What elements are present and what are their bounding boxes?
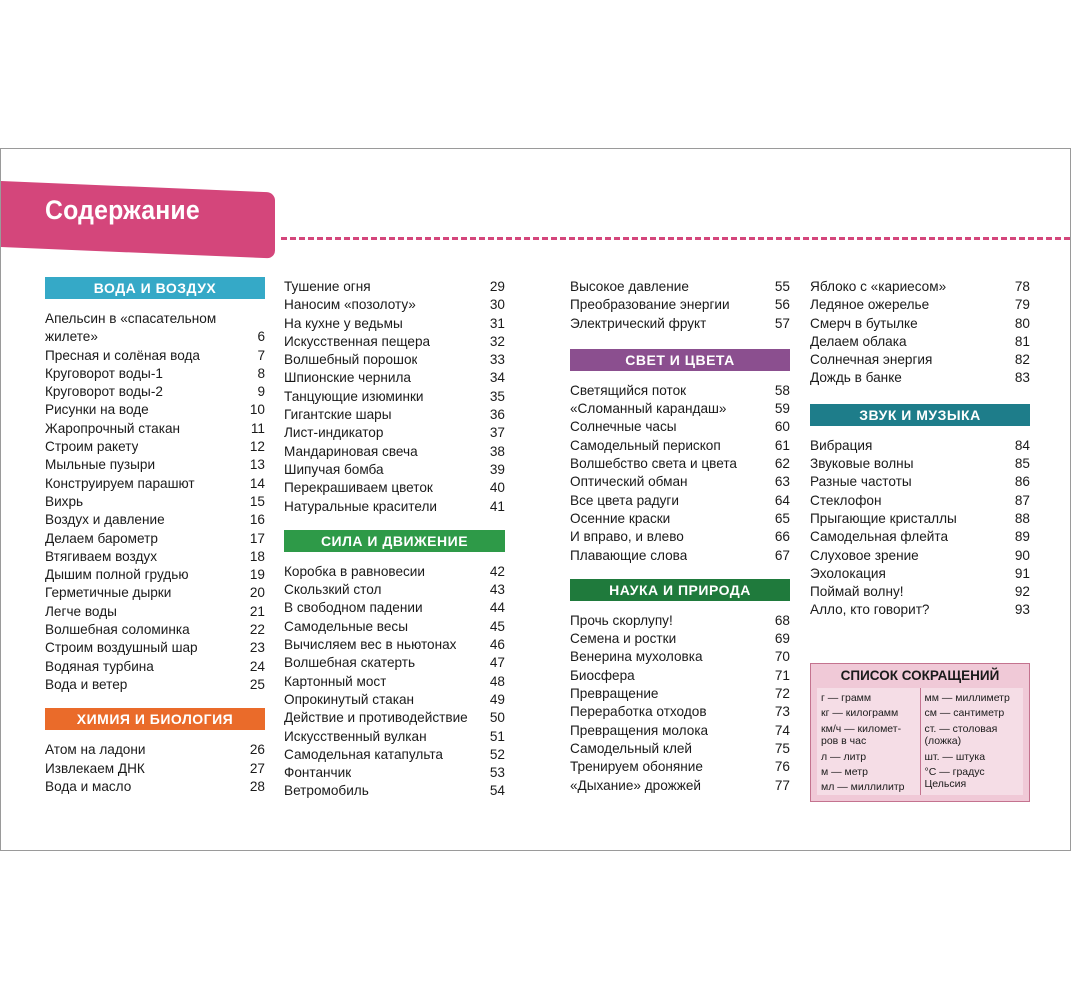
toc-entry-title: Прочь скорлупу! bbox=[570, 612, 673, 628]
toc-entry-title: Конструируем парашют bbox=[45, 475, 195, 491]
toc-entry-page: 87 bbox=[1014, 492, 1030, 508]
toc-entry-title: Лист-индикатор bbox=[284, 425, 384, 441]
toc-entry bbox=[570, 547, 790, 565]
toc-entry bbox=[45, 365, 265, 383]
toc-entry bbox=[810, 601, 1030, 619]
toc-entry-page: 81 bbox=[1014, 333, 1030, 349]
toc-entry-title: Наносим «позолоту» bbox=[284, 297, 416, 313]
toc-entry bbox=[284, 498, 505, 516]
toc-entry bbox=[570, 278, 790, 296]
toc-entry-page: 14 bbox=[249, 475, 265, 491]
toc-entry-title: Танцующие изюминки bbox=[284, 388, 424, 404]
toc-entry bbox=[284, 673, 505, 691]
toc-entry-page: 40 bbox=[489, 480, 505, 496]
toc-entry-title: Яблоко с «кариесом» bbox=[810, 279, 947, 294]
toc-entry-page: 61 bbox=[774, 437, 790, 453]
toc-entry-page: 46 bbox=[489, 637, 505, 653]
toc-entry-title: Круговорот воды-2 bbox=[45, 384, 163, 400]
toc-entry-page: 20 bbox=[249, 585, 265, 601]
toc-entry-title: Строим ракету bbox=[45, 439, 139, 455]
toc-entry-title: Алло, кто говорит? bbox=[810, 602, 930, 618]
toc-entry-title: Легче воды bbox=[45, 603, 117, 619]
toc-entry-title: Высокое давление bbox=[570, 279, 689, 294]
toc-entry bbox=[45, 566, 265, 584]
abbreviation-item: см — сантиметр bbox=[924, 707, 1005, 720]
toc-entry-page: 71 bbox=[774, 667, 790, 683]
toc-entry-title: Самодельная флейта bbox=[810, 529, 949, 545]
toc-entry-title: Прыгающие кристаллы bbox=[810, 510, 957, 526]
toc-entry-title: Превращения молока bbox=[570, 722, 709, 738]
toc-entry bbox=[810, 437, 1030, 455]
toc-entry-title: Жаропрочный стакан bbox=[45, 420, 181, 436]
toc-entry bbox=[284, 315, 505, 333]
toc-entry bbox=[284, 479, 505, 497]
toc-entry bbox=[45, 658, 265, 676]
abbreviations-title: СПИСОК СОКРАЩЕНИЙ bbox=[840, 668, 1000, 683]
toc-entry-page: 9 bbox=[257, 384, 265, 400]
toc-entry-page: 84 bbox=[1014, 437, 1030, 453]
toc-entry-title: Искусственный вулкан bbox=[284, 728, 427, 744]
abbreviations-right-column bbox=[921, 688, 1024, 795]
toc-entry bbox=[570, 400, 790, 418]
toc-entry-title: Извлекаем ДНК bbox=[45, 760, 145, 776]
toc-entry-page: 69 bbox=[774, 631, 790, 647]
toc-entry bbox=[810, 583, 1030, 601]
toc-entry-page: 39 bbox=[489, 461, 505, 477]
toc-entry-page: 13 bbox=[249, 457, 265, 473]
toc-entry bbox=[45, 475, 265, 493]
toc-entry-title: Гигантские шары bbox=[284, 407, 392, 423]
toc-entry-title: Апельсин в «спасательном жилете» bbox=[45, 311, 217, 345]
toc-entry-page: 52 bbox=[489, 746, 505, 762]
toc-entry-page: 62 bbox=[774, 456, 790, 472]
toc-entry-title: Рисунки на воде bbox=[45, 402, 149, 418]
toc-entry bbox=[570, 722, 790, 740]
toc-entry bbox=[570, 740, 790, 758]
toc-entry-title: Преобразование энергии bbox=[570, 297, 730, 313]
toc-entry-page: 8 bbox=[257, 365, 265, 381]
toc-entry-page: 78 bbox=[1014, 279, 1030, 294]
toc-entry-page: 57 bbox=[774, 315, 790, 331]
toc-entry-page: 29 bbox=[489, 279, 505, 294]
toc-entry-page: 22 bbox=[249, 622, 265, 638]
toc-entry-title: Атом на ладони bbox=[45, 742, 146, 758]
toc-entry bbox=[810, 278, 1030, 296]
abbreviation-item: г — грамм bbox=[821, 692, 872, 704]
toc-entry bbox=[810, 492, 1030, 510]
abbreviation-item: мм — миллиметр bbox=[924, 692, 1010, 704]
toc-entry-title: В свободном падении bbox=[284, 600, 423, 616]
toc-entry-title: Смерч в бутылке bbox=[810, 315, 918, 331]
toc-entry bbox=[570, 492, 790, 510]
toc-entry-title: Семена и ростки bbox=[570, 631, 677, 647]
toc-entry-title: Волшебная скатерть bbox=[284, 655, 416, 671]
abbreviations-left-column bbox=[817, 688, 921, 795]
toc-entry bbox=[570, 777, 790, 795]
abbreviations-box bbox=[810, 663, 1030, 802]
toc-entry-title: Втягиваем воздух bbox=[45, 548, 158, 564]
toc-entry bbox=[570, 630, 790, 648]
toc-entry-page: 58 bbox=[774, 382, 790, 398]
toc-entry-page: 6 bbox=[257, 329, 265, 345]
toc-entry-title: Биосфера bbox=[570, 667, 635, 683]
toc-entry bbox=[45, 639, 265, 657]
toc-entry-page: 59 bbox=[774, 401, 790, 417]
toc-entry bbox=[284, 691, 505, 709]
toc-entry bbox=[570, 667, 790, 685]
toc-entry bbox=[45, 621, 265, 639]
toc-entry-title: Вибрация bbox=[810, 437, 873, 453]
toc-entry bbox=[45, 760, 265, 778]
toc-entry-title: Венерина мухоловка bbox=[570, 649, 703, 665]
toc-entry-title: Шипучая бомба bbox=[284, 461, 384, 477]
toc-entry-title: Электрический фрукт bbox=[570, 315, 707, 331]
toc-entry-title: Солнечная энергия bbox=[810, 352, 933, 368]
toc-entry bbox=[570, 296, 790, 314]
toc-entry bbox=[45, 603, 265, 621]
toc-entry-page: 18 bbox=[249, 548, 265, 564]
toc-entry-title: Эхолокация bbox=[810, 565, 886, 581]
toc-entry-page: 26 bbox=[249, 742, 265, 758]
toc-entry bbox=[284, 424, 505, 442]
toc-entry bbox=[284, 746, 505, 764]
toc-entry-title: Искусственная пещера bbox=[284, 333, 431, 349]
toc-entry bbox=[284, 369, 505, 387]
toc-entry bbox=[284, 728, 505, 746]
section-header: СВЕТ И ЦВЕТА bbox=[570, 349, 790, 371]
toc-entry-page: 15 bbox=[249, 493, 265, 509]
toc-entry bbox=[45, 584, 265, 602]
toc-entry-page: 70 bbox=[774, 649, 790, 665]
toc-entry-title: Дождь в банке bbox=[810, 370, 902, 386]
toc-entry-page: 63 bbox=[774, 474, 790, 490]
toc-entry-title: Светящийся поток bbox=[570, 382, 687, 398]
toc-entry-page: 76 bbox=[774, 759, 790, 775]
section-light bbox=[570, 349, 790, 565]
toc-entry-page: 12 bbox=[249, 439, 265, 455]
toc-entry-page: 93 bbox=[1014, 602, 1030, 618]
toc-entry bbox=[284, 636, 505, 654]
toc-entry-title: «Дыхание» дрожжей bbox=[570, 777, 701, 793]
toc-entry-page: 68 bbox=[774, 612, 790, 628]
toc-entry bbox=[284, 563, 505, 581]
toc-entry bbox=[45, 493, 265, 511]
toc-entry-page: 19 bbox=[249, 567, 265, 583]
toc-entry-title: Разные частоты bbox=[810, 474, 912, 490]
toc-entry-title: Коробка в равновесии bbox=[284, 563, 425, 579]
toc-entry-page: 16 bbox=[249, 512, 265, 528]
toc-entry bbox=[45, 778, 265, 796]
toc-entry-title: Стеклофон bbox=[810, 492, 882, 508]
toc-entry bbox=[45, 347, 265, 365]
toc-entry-page: 10 bbox=[249, 402, 265, 418]
section-header: ХИМИЯ И БИОЛОГИЯ bbox=[45, 708, 265, 730]
toc-entry-title: Опрокинутый стакан bbox=[284, 691, 415, 707]
toc-entry-title: Волшебство света и цвета bbox=[570, 456, 737, 472]
section-sound bbox=[810, 404, 1030, 620]
toc-entry bbox=[810, 296, 1030, 314]
toc-entry-title: Ветромобиль bbox=[284, 783, 369, 799]
toc-entry-title: И вправо, и влево bbox=[570, 529, 684, 545]
toc-entry bbox=[45, 401, 265, 419]
toc-entry bbox=[570, 528, 790, 546]
toc-entry-title: Воздух и давление bbox=[45, 512, 165, 528]
toc-entry-title: Мандариновая свеча bbox=[284, 443, 418, 459]
toc-entry-page: 54 bbox=[489, 783, 505, 799]
toc-entry bbox=[45, 420, 265, 438]
toc-entry-title: «Сломанный карандаш» bbox=[570, 401, 727, 417]
toc-entry bbox=[284, 581, 505, 599]
toc-entry bbox=[284, 654, 505, 672]
toc-entry-title: Самодельная катапульта bbox=[284, 746, 443, 762]
section-header: СИЛА И ДВИЖЕНИЕ bbox=[284, 530, 505, 552]
toc-entry bbox=[810, 351, 1030, 369]
toc-entry-title: Самодельный клей bbox=[570, 740, 693, 756]
toc-entry bbox=[810, 369, 1030, 387]
toc-entry-page: 38 bbox=[489, 443, 505, 459]
toc-entry-page: 44 bbox=[489, 600, 505, 616]
toc-entry-page: 88 bbox=[1014, 510, 1030, 526]
toc-entry-title: Водяная турбина bbox=[45, 658, 154, 674]
column-2 bbox=[284, 278, 505, 801]
toc-entry-page: 42 bbox=[489, 563, 505, 579]
section-header: НАУКА И ПРИРОДА bbox=[570, 579, 790, 601]
toc-entry bbox=[45, 383, 265, 401]
toc-entry bbox=[284, 351, 505, 369]
toc-entry bbox=[45, 530, 265, 548]
toc-entry-page: 92 bbox=[1014, 584, 1030, 600]
toc-entry-page: 34 bbox=[489, 370, 505, 386]
toc-entry-title: Делаем облака bbox=[810, 333, 907, 349]
toc-entry-title: Солнечные часы bbox=[570, 419, 677, 435]
toc-entry bbox=[284, 764, 505, 782]
toc-entry bbox=[810, 473, 1030, 491]
toc-entry-page: 37 bbox=[489, 425, 505, 441]
toc-entry-page: 85 bbox=[1014, 456, 1030, 472]
toc-entry-title: Волшебная соломинка bbox=[45, 622, 190, 638]
toc-entry-page: 89 bbox=[1014, 529, 1030, 545]
toc-entry-page: 65 bbox=[774, 510, 790, 526]
toc-entry bbox=[45, 511, 265, 529]
toc-entry-title: Поймай волну! bbox=[810, 584, 904, 600]
toc-entry-page: 24 bbox=[249, 658, 265, 674]
toc-entry-page: 31 bbox=[489, 315, 505, 331]
column-3 bbox=[570, 278, 790, 795]
abbreviation-item: мл — миллилитр bbox=[821, 781, 905, 794]
toc-entry bbox=[45, 676, 265, 694]
toc-entry-page: 32 bbox=[489, 333, 505, 349]
toc-entry-title: Превращение bbox=[570, 686, 659, 702]
toc-entry-page: 72 bbox=[774, 686, 790, 702]
abbreviation-item: °С — градус Цельсия bbox=[924, 766, 985, 791]
toc-entry-page: 43 bbox=[489, 582, 505, 598]
toc-entry-page: 49 bbox=[489, 691, 505, 707]
toc-entry-page: 7 bbox=[257, 347, 265, 363]
toc-entry-title: Волшебный порошок bbox=[284, 352, 418, 368]
toc-entry-page: 75 bbox=[774, 740, 790, 756]
abbreviation-item: ст. — столовая (ложка) bbox=[924, 722, 998, 748]
toc-entry bbox=[45, 310, 265, 347]
toc-entry-page: 90 bbox=[1014, 547, 1030, 563]
abbreviation-item: шт. — штука bbox=[924, 750, 986, 763]
toc-entry-page: 25 bbox=[249, 676, 265, 692]
toc-entry bbox=[810, 510, 1030, 528]
toc-entry-title: Шпионские чернила bbox=[284, 370, 411, 386]
toc-entry-title: Вихрь bbox=[45, 493, 84, 509]
toc-entry bbox=[570, 648, 790, 666]
section-force bbox=[284, 530, 505, 801]
toc-entry-title: Тренируем обоняние bbox=[570, 759, 703, 775]
toc-entry bbox=[284, 782, 505, 800]
toc-entry bbox=[284, 443, 505, 461]
toc-entry bbox=[570, 758, 790, 776]
toc-entry-title: Самодельный перископ bbox=[570, 437, 721, 453]
section-water-air bbox=[45, 277, 265, 694]
toc-entry-title: Звуковые волны bbox=[810, 456, 914, 472]
toc-entry bbox=[570, 612, 790, 630]
abbreviation-item: кг — килограмм bbox=[821, 707, 899, 720]
toc-entry-page: 17 bbox=[249, 530, 265, 546]
toc-entry-page: 91 bbox=[1014, 565, 1030, 581]
toc-entry-title: Плавающие слова bbox=[570, 547, 688, 563]
toc-entry-page: 86 bbox=[1014, 474, 1030, 490]
toc-entry-page: 28 bbox=[249, 778, 265, 794]
abbreviation-item: км/ч — километ-ров в час bbox=[821, 722, 902, 748]
section-header: ВОДА И ВОЗДУХ bbox=[45, 277, 265, 299]
toc-entry-title: Переработка отходов bbox=[570, 704, 707, 720]
abbreviations-table bbox=[817, 688, 1023, 795]
toc-entry-title: Ледяное ожерелье bbox=[810, 297, 930, 313]
toc-entry-page: 50 bbox=[489, 710, 505, 726]
toc-entry-title: Натуральные красители bbox=[284, 498, 438, 514]
toc-entry bbox=[284, 278, 505, 296]
toc-entry-title: Пресная и солёная вода bbox=[45, 347, 200, 363]
toc-entry-title: Вода и ветер bbox=[45, 676, 128, 692]
toc-entry bbox=[570, 418, 790, 436]
toc-entry bbox=[810, 547, 1030, 565]
toc-entry-page: 67 bbox=[774, 547, 790, 563]
toc-entry-page: 27 bbox=[249, 760, 265, 776]
toc-entry bbox=[284, 406, 505, 424]
column-1 bbox=[45, 277, 265, 796]
toc-entry-title: Фонтанчик bbox=[284, 765, 352, 781]
toc-entry-page: 53 bbox=[489, 765, 505, 781]
toc-entry-page: 33 bbox=[489, 352, 505, 368]
toc-entry bbox=[284, 599, 505, 617]
toc-entry-page: 47 bbox=[489, 655, 505, 671]
toc-entry bbox=[45, 438, 265, 456]
toc-entry-page: 51 bbox=[489, 728, 505, 744]
contents-page bbox=[0, 148, 1071, 851]
section-header: ЗВУК И МУЗЫКА bbox=[810, 404, 1030, 426]
toc-entry-page: 21 bbox=[249, 603, 265, 619]
toc-entry-title: Вычисляем вес в ньютонах bbox=[284, 637, 457, 653]
toc-entry-page: 77 bbox=[774, 777, 790, 793]
toc-entry-title: Слуховое зрение bbox=[810, 547, 919, 563]
toc-entry bbox=[570, 685, 790, 703]
toc-entry bbox=[284, 333, 505, 351]
toc-entry-page: 11 bbox=[250, 420, 265, 436]
toc-entry-page: 83 bbox=[1014, 370, 1030, 386]
toc-entry bbox=[570, 455, 790, 473]
toc-entry bbox=[570, 703, 790, 721]
toc-entry-page: 35 bbox=[489, 388, 505, 404]
toc-entry-title: Вода и масло bbox=[45, 778, 132, 794]
toc-entry-title: Круговорот воды-1 bbox=[45, 365, 163, 381]
toc-entry bbox=[570, 510, 790, 528]
toc-entry bbox=[810, 315, 1030, 333]
toc-entry-page: 73 bbox=[774, 704, 790, 720]
dashed-divider bbox=[281, 237, 1070, 240]
toc-entry bbox=[45, 548, 265, 566]
toc-entry bbox=[284, 296, 505, 314]
toc-entry-title: Картонный мост bbox=[284, 673, 387, 689]
toc-entry-title: Самодельные весы bbox=[284, 618, 409, 634]
toc-entry-title: Скользкий стол bbox=[284, 582, 382, 598]
toc-entry bbox=[570, 437, 790, 455]
abbreviation-item: л — литр bbox=[821, 750, 867, 763]
toc-entry-title: Строим воздушный шар bbox=[45, 640, 198, 656]
toc-entry-page: 30 bbox=[489, 297, 505, 313]
toc-entry-title: На кухне у ведьмы bbox=[284, 315, 403, 331]
toc-entry-title: Герметичные дырки bbox=[45, 585, 172, 601]
toc-entry bbox=[810, 528, 1030, 546]
toc-entry bbox=[570, 315, 790, 333]
toc-entry-page: 55 bbox=[774, 279, 790, 294]
toc-entry-page: 45 bbox=[489, 618, 505, 634]
toc-entry-title: Действие и противодействие bbox=[284, 710, 468, 726]
toc-entry-page: 82 bbox=[1014, 352, 1030, 368]
toc-entry-page: 74 bbox=[774, 722, 790, 738]
toc-entry bbox=[284, 618, 505, 636]
toc-entry-title: Мыльные пузыри bbox=[45, 457, 156, 473]
toc-entry-page: 66 bbox=[774, 529, 790, 545]
toc-entry bbox=[284, 388, 505, 406]
toc-entry-title: Тушение огня bbox=[284, 279, 371, 294]
toc-entry bbox=[810, 455, 1030, 473]
toc-entry-page: 36 bbox=[489, 407, 505, 423]
toc-entry-title: Оптический обман bbox=[570, 474, 688, 490]
toc-entry-page: 56 bbox=[774, 297, 790, 313]
toc-entry bbox=[810, 333, 1030, 351]
toc-entry bbox=[570, 382, 790, 400]
toc-entry-page: 41 bbox=[489, 498, 505, 514]
toc-entry bbox=[284, 709, 505, 727]
toc-entry-page: 60 bbox=[774, 419, 790, 435]
section-science bbox=[570, 579, 790, 795]
abbreviation-item: м — метр bbox=[821, 766, 868, 779]
page-title: Содержание bbox=[45, 195, 200, 225]
toc-entry bbox=[45, 741, 265, 759]
toc-entry-title: Дышим полной грудью bbox=[45, 567, 189, 583]
toc-entry bbox=[45, 456, 265, 474]
toc-entry-page: 79 bbox=[1014, 297, 1030, 313]
section-chem-bio bbox=[45, 708, 265, 796]
toc-entry-page: 64 bbox=[774, 492, 790, 508]
toc-entry-page: 23 bbox=[249, 640, 265, 656]
toc-entry-page: 80 bbox=[1014, 315, 1030, 331]
toc-entry bbox=[284, 461, 505, 479]
toc-entry-title: Все цвета радуги bbox=[570, 492, 679, 508]
toc-entry-title: Делаем барометр bbox=[45, 530, 158, 546]
toc-entry-title: Осенние краски bbox=[570, 510, 671, 526]
toc-entry-title: Перекрашиваем цветок bbox=[284, 480, 433, 496]
toc-entry-page: 48 bbox=[489, 673, 505, 689]
toc-entry bbox=[570, 473, 790, 491]
toc-entry bbox=[810, 565, 1030, 583]
column-4 bbox=[810, 278, 1030, 620]
